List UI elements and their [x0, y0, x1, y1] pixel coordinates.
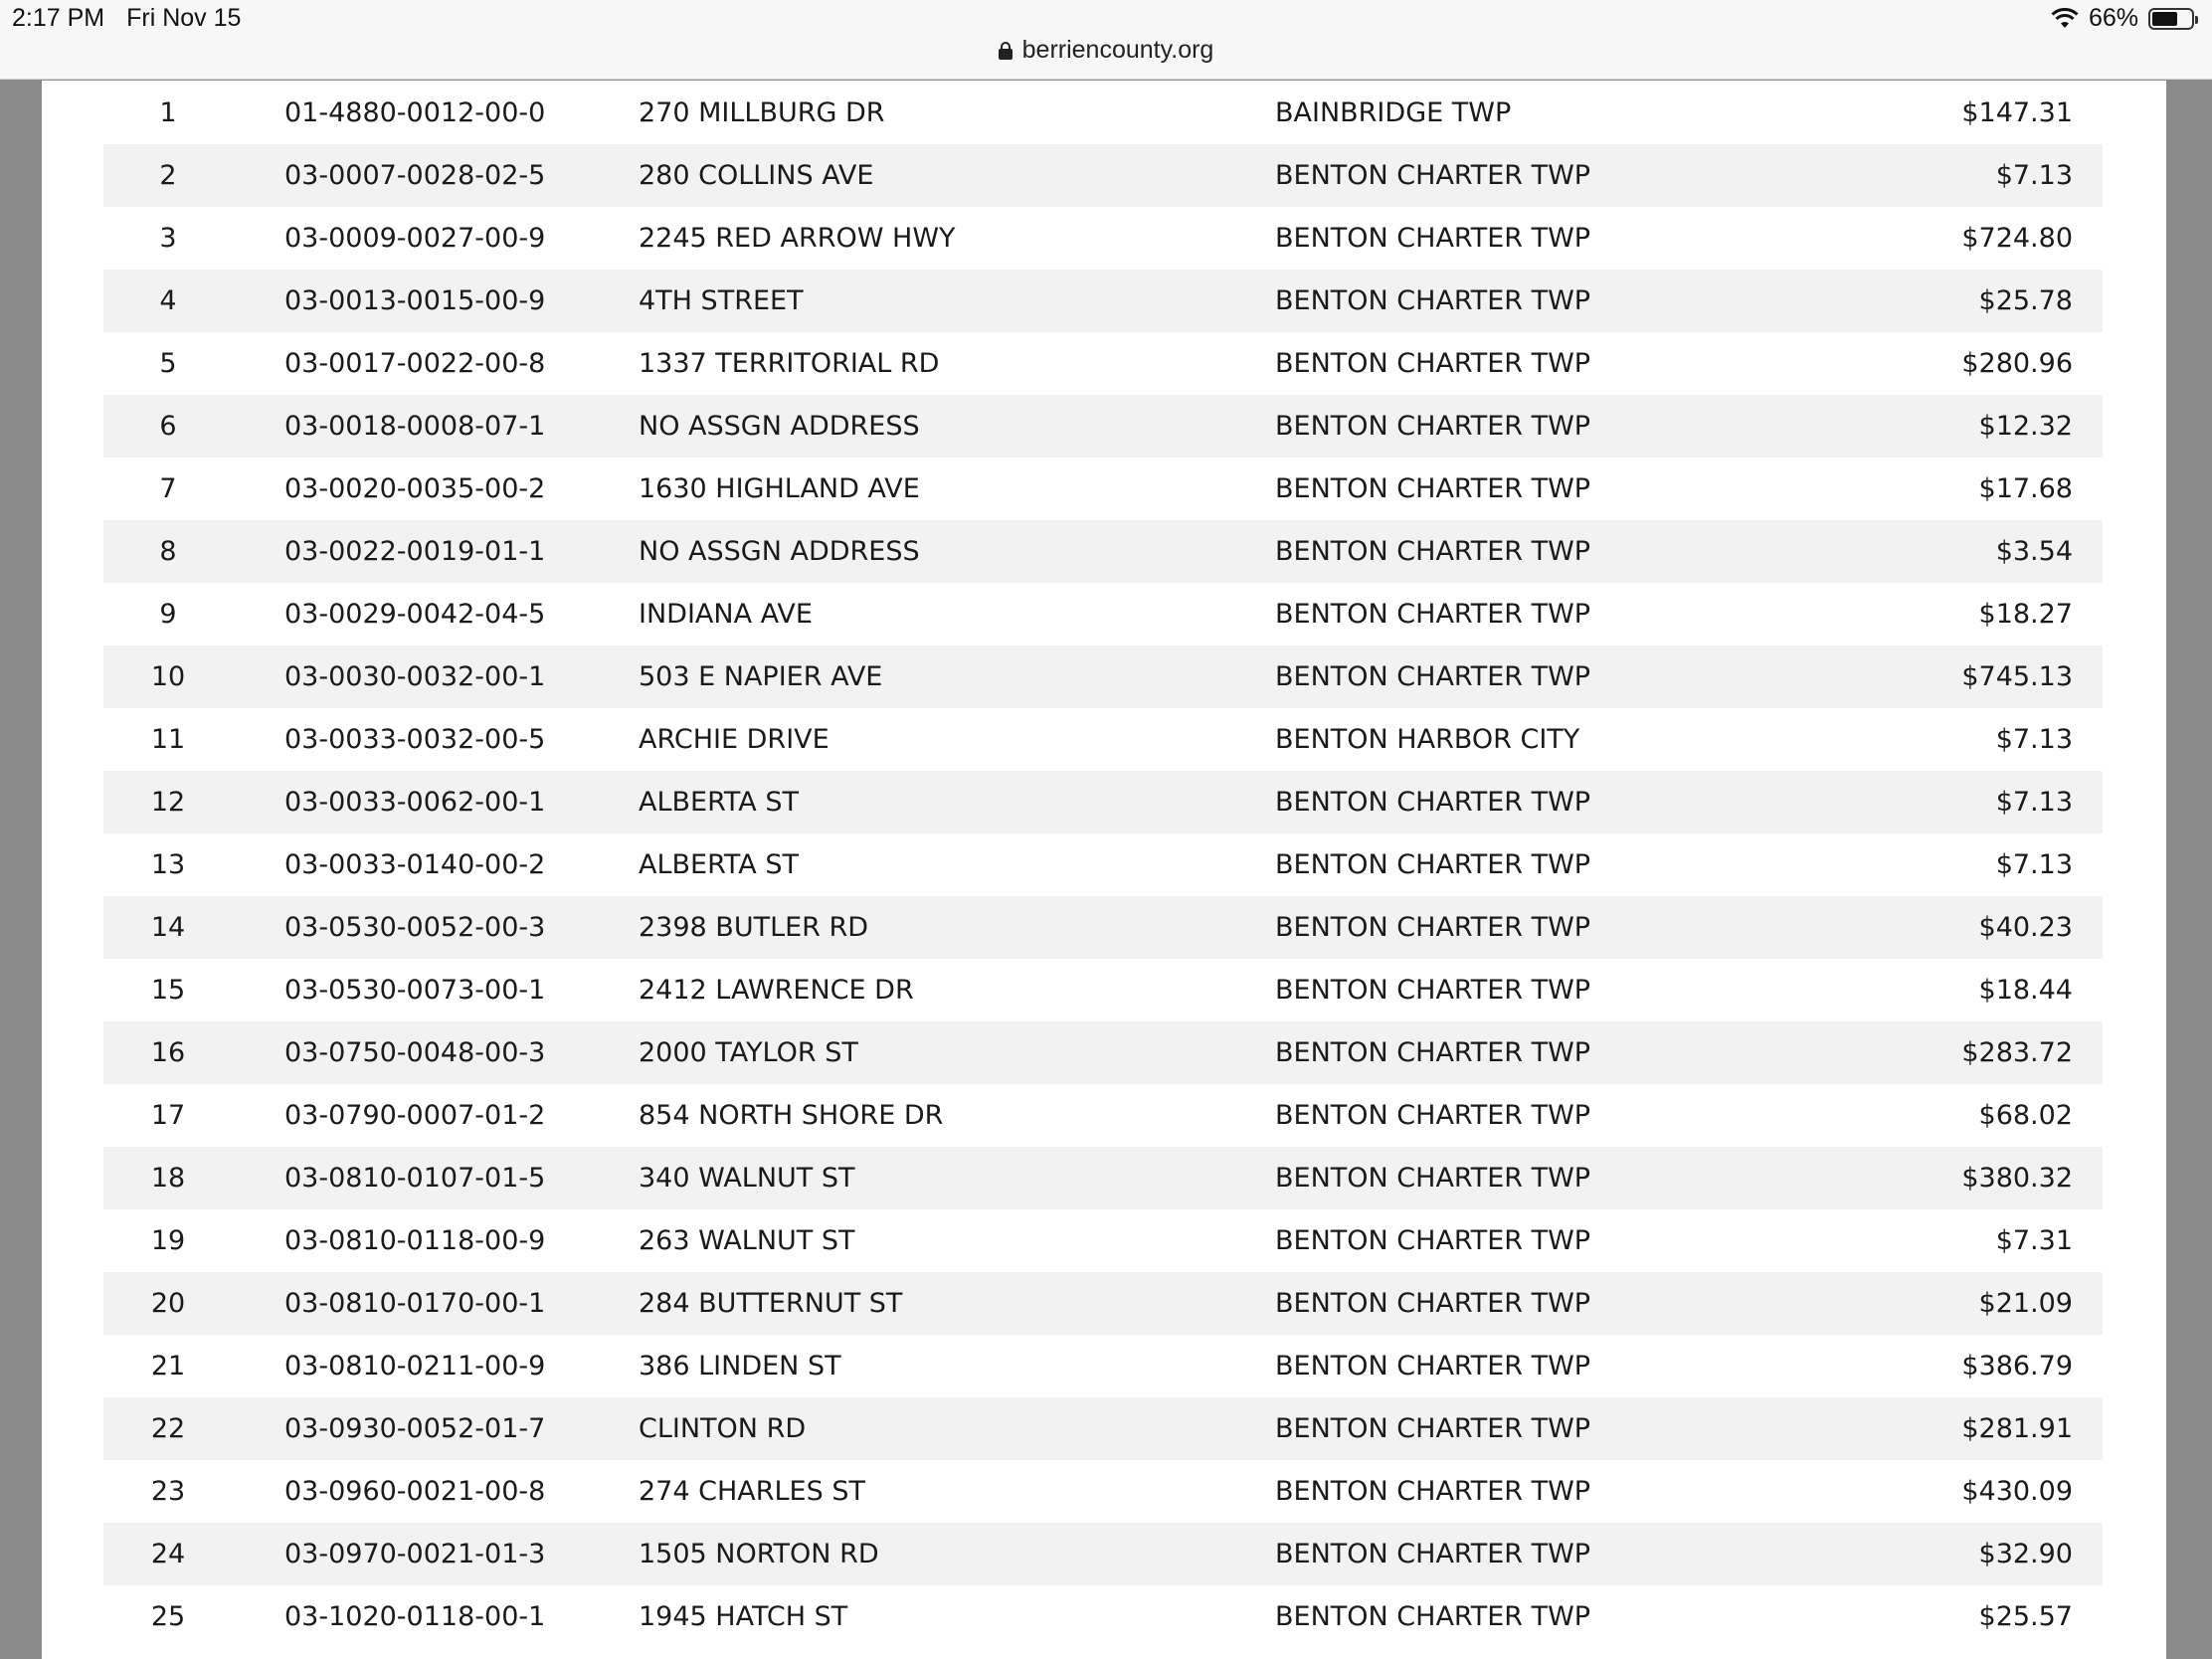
parcel-number: 03-0970-0021-01-3	[284, 1539, 546, 1569]
battery-icon	[2148, 8, 2194, 30]
property-address: 2000 TAYLOR ST	[639, 1037, 858, 1068]
amount-due: $386.79	[1961, 1351, 2073, 1382]
property-address: ALBERTA ST	[639, 849, 799, 880]
amount-due: $283.72	[1961, 1037, 2073, 1068]
tax-unit: BENTON CHARTER TWP	[1275, 1539, 1591, 1569]
tax-unit: BENTON CHARTER TWP	[1275, 849, 1591, 880]
tax-unit: BENTON CHARTER TWP	[1275, 1225, 1591, 1256]
amount-due: $147.31	[1961, 97, 2073, 128]
table-row	[103, 1147, 2103, 1209]
amount-due: $7.31	[1995, 1225, 2073, 1256]
property-address: 503 E NAPIER AVE	[639, 661, 883, 692]
amount-due: $21.09	[1978, 1288, 2073, 1319]
status-left	[12, 4, 241, 33]
property-address: ALBERTA ST	[639, 787, 799, 818]
amount-due: $280.96	[1961, 348, 2073, 379]
table-row	[103, 833, 2103, 896]
row-number: 5	[159, 348, 177, 379]
table-row	[103, 332, 2103, 395]
tax-unit: BENTON CHARTER TWP	[1275, 536, 1591, 567]
row-number: 24	[150, 1539, 186, 1569]
amount-due: $745.13	[1961, 661, 2073, 692]
table-row	[103, 771, 2103, 833]
parcel-number: 03-0960-0021-00-8	[284, 1476, 546, 1507]
property-address: INDIANA AVE	[639, 599, 813, 630]
parcel-number: 01-4880-0012-00-0	[284, 97, 546, 128]
parcel-number: 03-0930-0052-01-7	[284, 1413, 546, 1444]
tax-unit: BENTON CHARTER TWP	[1275, 912, 1591, 943]
tax-unit: BENTON CHARTER TWP	[1275, 473, 1591, 504]
row-number: 13	[150, 849, 186, 880]
row-number: 21	[150, 1351, 186, 1382]
parcel-number: 03-0020-0035-00-2	[284, 473, 546, 504]
table-row	[103, 1272, 2103, 1335]
table-row	[103, 1397, 2103, 1460]
table-row	[103, 708, 2103, 771]
tax-unit: BENTON CHARTER TWP	[1275, 1601, 1591, 1632]
amount-due: $25.78	[1978, 285, 2073, 316]
parcel-number: 03-0033-0062-00-1	[284, 787, 546, 818]
table-row	[103, 395, 2103, 458]
parcel-number: 03-0009-0027-00-9	[284, 223, 546, 254]
amount-due: $40.23	[1978, 912, 2073, 943]
tax-unit: BENTON CHARTER TWP	[1275, 285, 1591, 316]
property-address: 284 BUTTERNUT ST	[639, 1288, 903, 1319]
parcel-table	[103, 82, 2103, 1648]
property-address: 854 NORTH SHORE DR	[639, 1100, 944, 1131]
parcel-number: 03-0022-0019-01-1	[284, 536, 546, 567]
status-time: 2:17 PM	[12, 4, 105, 32]
amount-due: $12.32	[1978, 411, 2073, 442]
tax-unit: BENTON CHARTER TWP	[1275, 223, 1591, 254]
row-number: 1	[159, 97, 177, 128]
parcel-number: 03-0017-0022-00-8	[284, 348, 546, 379]
parcel-number: 03-0029-0042-04-5	[284, 599, 546, 630]
row-number: 20	[150, 1288, 186, 1319]
amount-due: $68.02	[1978, 1100, 2073, 1131]
tax-unit: BENTON CHARTER TWP	[1275, 1288, 1591, 1319]
tax-unit: BENTON CHARTER TWP	[1275, 160, 1591, 191]
table-row	[103, 959, 2103, 1021]
amount-due: $7.13	[1995, 724, 2073, 755]
amount-due: $281.91	[1961, 1413, 2073, 1444]
parcel-number: 03-0018-0008-07-1	[284, 411, 546, 442]
row-number: 15	[150, 975, 186, 1006]
status-bar	[0, 0, 2212, 80]
table-row	[103, 1084, 2103, 1147]
amount-due: $3.54	[1995, 536, 2073, 567]
web-page	[42, 81, 2166, 1659]
row-number: 3	[159, 223, 177, 254]
parcel-number: 03-0033-0032-00-5	[284, 724, 546, 755]
row-number: 19	[150, 1225, 186, 1256]
amount-due: $32.90	[1978, 1539, 2073, 1569]
table-row	[103, 645, 2103, 708]
amount-due: $7.13	[1995, 849, 2073, 880]
row-number: 17	[150, 1100, 186, 1131]
row-number: 14	[150, 912, 186, 943]
property-address: 4TH STREET	[639, 285, 804, 316]
row-number: 12	[150, 787, 186, 818]
table-row	[103, 1585, 2103, 1648]
row-number: 16	[150, 1037, 186, 1068]
amount-due: $17.68	[1978, 473, 2073, 504]
table-row	[103, 207, 2103, 270]
property-address: ARCHIE DRIVE	[639, 724, 830, 755]
parcel-number: 03-0530-0052-00-3	[284, 912, 546, 943]
property-address: 386 LINDEN ST	[639, 1351, 841, 1382]
tax-unit: BENTON HARBOR CITY	[1275, 724, 1580, 755]
property-address: 2398 BUTLER RD	[639, 912, 869, 943]
property-address: 1337 TERRITORIAL RD	[639, 348, 940, 379]
row-number: 22	[150, 1413, 186, 1444]
parcel-number: 03-0007-0028-02-5	[284, 160, 546, 191]
row-number: 2	[159, 160, 177, 191]
property-address: 1630 HIGHLAND AVE	[639, 473, 920, 504]
row-number: 7	[159, 473, 177, 504]
row-number: 18	[150, 1163, 186, 1194]
table-row	[103, 458, 2103, 520]
row-number: 25	[150, 1601, 186, 1632]
parcel-number: 03-0790-0007-01-2	[284, 1100, 546, 1131]
amount-due: $7.13	[1995, 160, 2073, 191]
property-address: 1505 NORTON RD	[639, 1539, 879, 1569]
row-number: 11	[150, 724, 186, 755]
parcel-number: 03-0530-0073-00-1	[284, 975, 546, 1006]
property-address: 2245 RED ARROW HWY	[639, 223, 956, 254]
parcel-number: 03-0030-0032-00-1	[284, 661, 546, 692]
amount-due: $18.27	[1978, 599, 2073, 630]
table-row	[103, 82, 2103, 144]
property-address: 263 WALNUT ST	[639, 1225, 855, 1256]
row-number: 8	[159, 536, 177, 567]
table-row	[103, 583, 2103, 645]
table-row	[103, 144, 2103, 207]
property-address: 340 WALNUT ST	[639, 1163, 855, 1194]
tax-unit: BENTON CHARTER TWP	[1275, 1413, 1591, 1444]
status-date: Fri Nov 15	[126, 4, 242, 32]
table-row	[103, 1460, 2103, 1523]
tax-unit: BENTON CHARTER TWP	[1275, 975, 1591, 1006]
amount-due: $724.80	[1961, 223, 2073, 254]
property-address: NO ASSGN ADDRESS	[639, 536, 920, 567]
tax-unit: BENTON CHARTER TWP	[1275, 661, 1591, 692]
row-number: 6	[159, 411, 177, 442]
wifi-icon	[2051, 8, 2079, 30]
tax-unit: BAINBRIDGE TWP	[1275, 97, 1512, 128]
amount-due: $380.32	[1961, 1163, 2073, 1194]
tax-unit: BENTON CHARTER TWP	[1275, 1037, 1591, 1068]
tax-unit: BENTON CHARTER TWP	[1275, 348, 1591, 379]
tax-unit: BENTON CHARTER TWP	[1275, 1163, 1591, 1194]
property-address: CLINTON RD	[639, 1413, 807, 1444]
tax-unit: BENTON CHARTER TWP	[1275, 411, 1591, 442]
parcel-number: 03-0013-0015-00-9	[284, 285, 546, 316]
tax-unit: BENTON CHARTER TWP	[1275, 1351, 1591, 1382]
property-address: 280 COLLINS AVE	[639, 160, 874, 191]
table-row	[103, 270, 2103, 332]
row-number: 9	[159, 599, 177, 630]
status-right	[2051, 4, 2194, 33]
parcel-number: 03-0750-0048-00-3	[284, 1037, 546, 1068]
row-number: 23	[150, 1476, 186, 1507]
amount-due: $25.57	[1978, 1601, 2073, 1632]
row-number: 10	[150, 661, 186, 692]
property-address: 270 MILLBURG DR	[639, 97, 885, 128]
tax-unit: BENTON CHARTER TWP	[1275, 1100, 1591, 1131]
table-row	[103, 1209, 2103, 1272]
tax-unit: BENTON CHARTER TWP	[1275, 1476, 1591, 1507]
battery-percent: 66%	[2088, 4, 2138, 32]
property-address: 1945 HATCH ST	[639, 1601, 848, 1632]
row-number: 4	[159, 285, 177, 316]
table-row	[103, 1523, 2103, 1585]
parcel-number: 03-0810-0170-00-1	[284, 1288, 546, 1319]
parcel-number: 03-0810-0118-00-9	[284, 1225, 546, 1256]
property-address: 274 CHARLES ST	[639, 1476, 865, 1507]
property-address: 2412 LAWRENCE DR	[639, 975, 914, 1006]
address-bar[interactable]	[0, 36, 2212, 65]
amount-due: $430.09	[1961, 1476, 2073, 1507]
parcel-number: 03-1020-0118-00-1	[284, 1601, 546, 1632]
property-address: NO ASSGN ADDRESS	[639, 411, 920, 442]
tax-unit: BENTON CHARTER TWP	[1275, 787, 1591, 818]
table-row	[103, 520, 2103, 583]
amount-due: $18.44	[1978, 975, 2073, 1006]
parcel-number: 03-0033-0140-00-2	[284, 849, 546, 880]
amount-due: $7.13	[1995, 787, 2073, 818]
lock-icon	[999, 42, 1013, 60]
table-row	[103, 1335, 2103, 1397]
url-text: berriencounty.org	[1021, 36, 1214, 64]
parcel-number: 03-0810-0107-01-5	[284, 1163, 546, 1194]
parcel-number: 03-0810-0211-00-9	[284, 1351, 546, 1382]
tax-unit: BENTON CHARTER TWP	[1275, 599, 1591, 630]
table-row	[103, 1021, 2103, 1084]
table-row	[103, 896, 2103, 959]
